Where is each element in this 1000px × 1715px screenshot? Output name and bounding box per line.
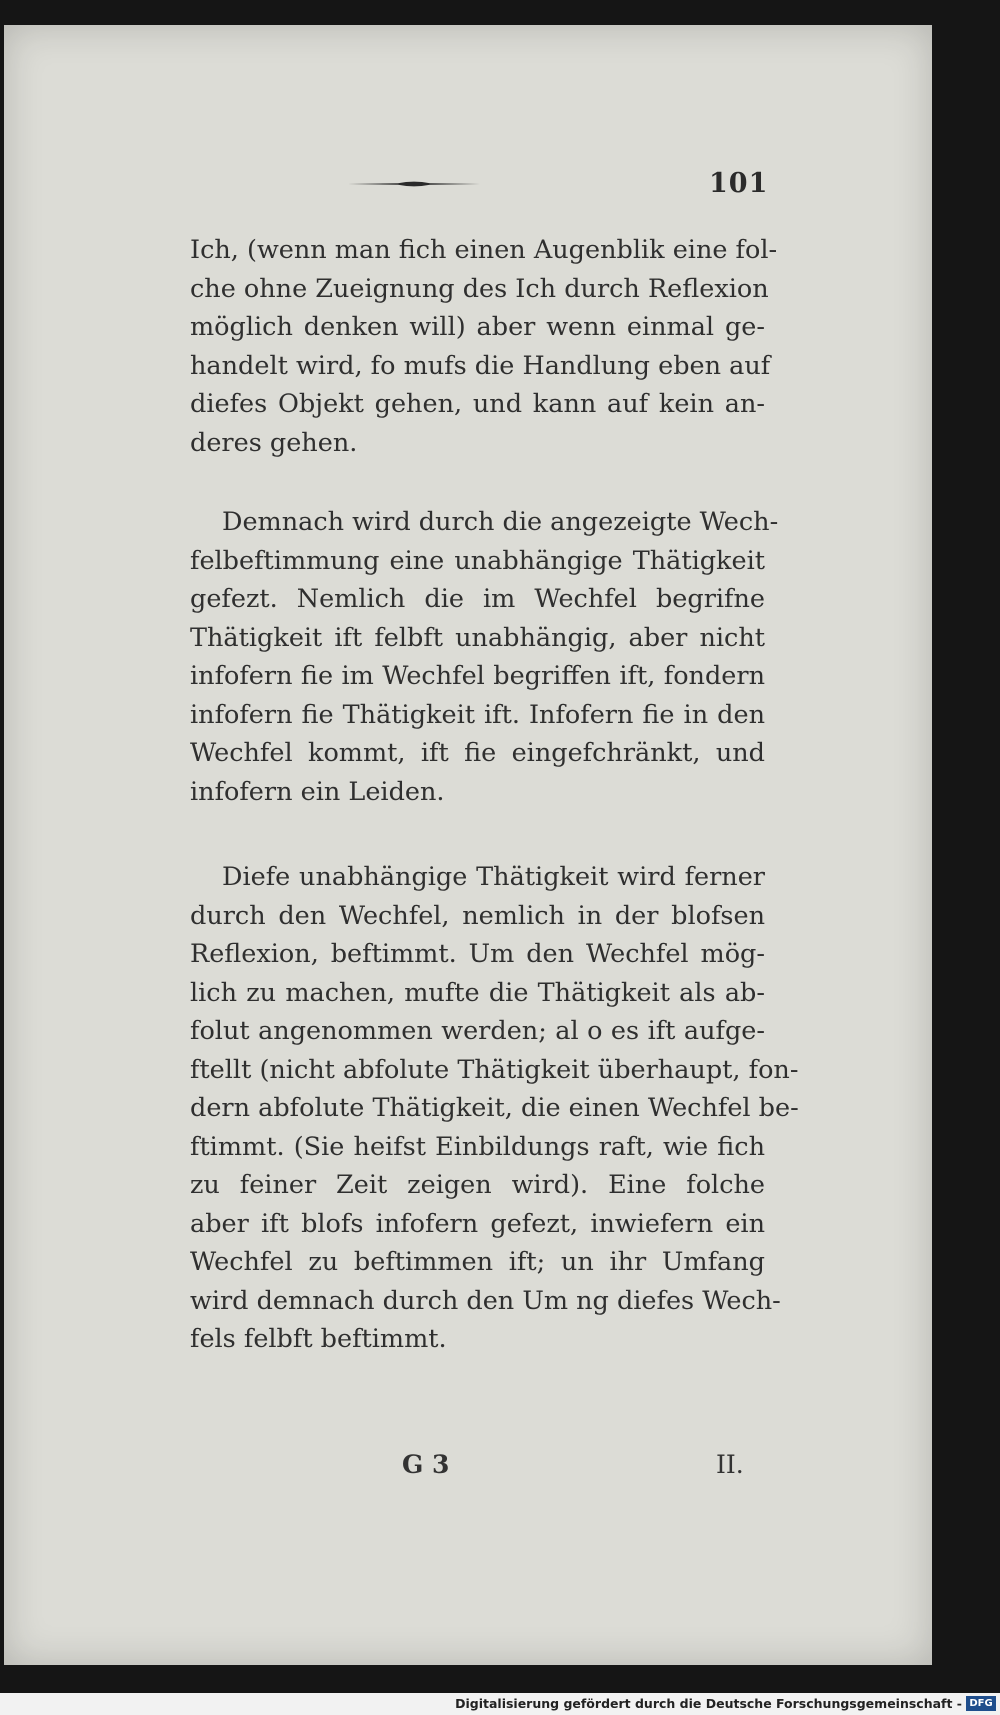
page-number: 101 [709,168,769,199]
text-line: Demnach wird durch die angezeigte Wech- [222,507,779,537]
text-line: ftellt (nicht abfolute Thätigkeit überhaupt, fon- [190,1054,799,1085]
text-line: durch den Wechfel, nemlich in der blofsen [190,900,765,931]
catchword: II. [716,1450,744,1479]
text-line: deres gehen. [190,427,358,458]
text-line: fels felbft beftimmt. [190,1324,447,1354]
text-line: möglich denken will) aber wenn einmal ge- [190,312,765,342]
text-line: Diefe unabhängige Thätigkeit wird ferner [222,862,765,892]
text-line: che ohne Zueignung des Ich durch Reflexion [190,273,769,304]
paragraph-3 [190,858,799,1359]
text-line: gefezt. Nemlich die im Wechfel begrifne [190,584,765,614]
text-line: handelt wird, fo mufs die Handlung eben auf [190,350,771,381]
text-line: Ich, (wenn man fich einen Augenblik eine fol- [190,235,778,265]
text-line: ftimmt. (Sie heifst Einbildungs raft, wie fich [190,1131,765,1162]
text-line: felbeftimmung eine unabhängige Thätigkeit [190,545,765,576]
book-page [4,25,932,1665]
text-line: Reflexion, beftimmt. Um den Wechfel mög- [190,939,765,969]
text-line: Wechfel kommt, ift fie eingefchränkt, und [190,738,765,768]
text-line: Wechfel zu beftimmen ift; un ihr Umfang [190,1247,765,1277]
text-line: infofern fie Thätigkeit ift. Infofern fie in den [190,699,765,730]
text-line: wird demnach durch den Um ng diefes Wech- [190,1285,781,1316]
digitization-footer [0,1693,1000,1715]
paragraph-1 [190,231,778,462]
text-line: zu feiner Zeit zeigen wird). Eine folche [190,1170,765,1200]
text-line: infofern ein Leiden. [190,776,445,807]
header-ornament-rule [348,179,480,189]
dfg-logo: DFG [966,1696,996,1711]
text-line: folut angenommen werden; al o es ift aufge- [190,1016,765,1046]
text-line: aber ift blofs infofern gefezt, inwiefern ein [190,1208,765,1239]
funding-credit: Digitalisierung gefördert durch die Deutsche Forschungsgemeinschaft - [455,1696,962,1711]
text-line: diefes Objekt gehen, und kann auf kein an- [190,389,765,419]
text-line: infofern fie im Wechfel begriffen ift, fondern [190,661,765,691]
signature-mark: G 3 [402,1450,450,1479]
text-line: dern abfolute Thätigkeit, die einen Wechfel be- [190,1093,799,1123]
paragraph-2 [190,503,779,811]
text-line: Thätigkeit ift felbft unabhängig, aber nicht [190,622,765,653]
text-line: lich zu machen, mufte die Thätigkeit als ab- [190,977,765,1008]
